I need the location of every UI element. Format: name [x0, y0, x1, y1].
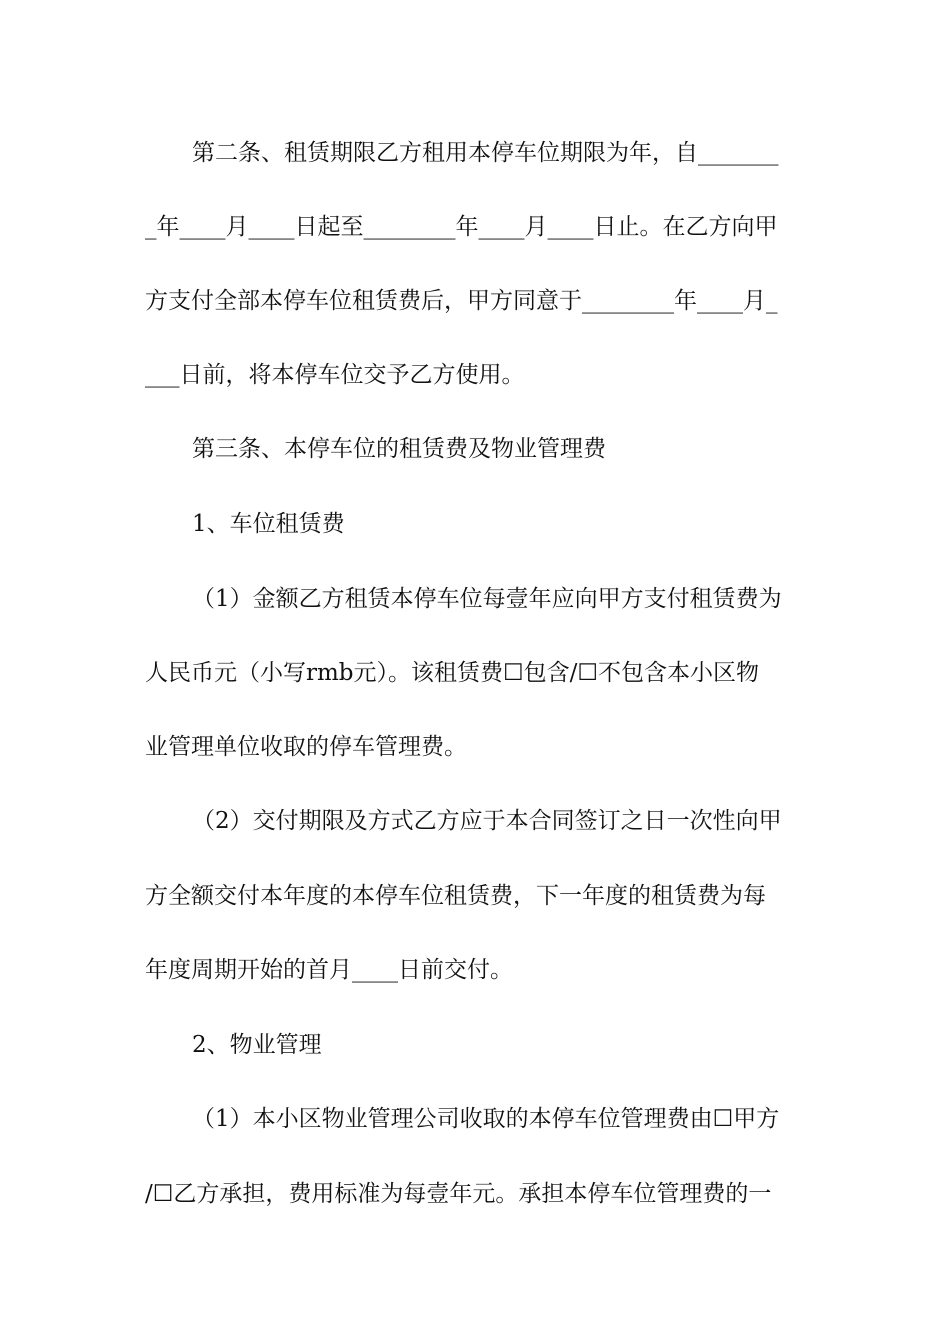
item-1-2-line-1: （2）交付期限及方式乙方应于本合同签订之日一次性向甲	[192, 808, 782, 834]
item-1-1-line-3: 业管理单位收取的停车管理费。	[145, 734, 467, 760]
section-1-heading: 1、车位租赁费	[192, 511, 345, 537]
article-2-line-3: 方支付全部本停车位租赁费后，甲方同意于________年____月_	[145, 288, 778, 314]
item-1-2-line-2: 方全额交付本年度的本停车位租赁费，下一年度的租赁费为每	[145, 883, 766, 909]
item-2-1-line-1: （1）本小区物业管理公司收取的本停车位管理费由☐甲方	[192, 1106, 780, 1132]
section-2-heading: 2、物业管理	[192, 1032, 322, 1058]
article-2-line-4: ___日前，将本停车位交予乙方使用。	[145, 362, 525, 388]
item-1-2-line-3: 年度周期开始的首月____日前交付。	[145, 957, 513, 983]
item-1-1-line-1: （1）金额乙方租赁本停车位每壹年应向甲方支付租赁费为	[192, 586, 782, 612]
article-2-line-2: _年____月____日起至________年____月____日止。在乙方向甲	[145, 214, 778, 240]
item-2-1-line-2: /☐乙方承担，费用标准为每壹年元。承担本停车位管理费的一	[145, 1181, 772, 1207]
article-3-heading: 第三条、本停车位的租赁费及物业管理费	[192, 436, 606, 462]
article-2-line-1: 第二条、租赁期限乙方租用本停车位期限为年，自_______	[192, 140, 779, 166]
item-1-1-line-2: 人民币元（小写rmb元）。该租赁费☐包含/☐不包含本小区物	[145, 660, 760, 686]
